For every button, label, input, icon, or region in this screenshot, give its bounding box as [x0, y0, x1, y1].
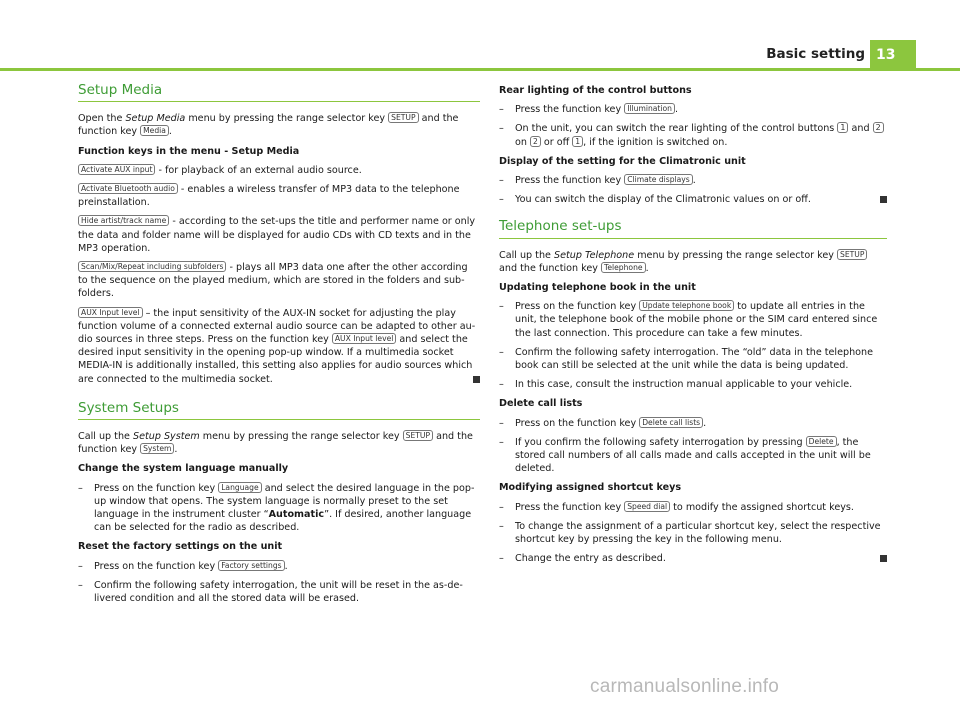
page-number: 13	[870, 40, 916, 71]
control-button-2: 2	[873, 122, 884, 133]
climate-displays-key: Climate displays	[624, 174, 693, 185]
speed-dial-key: Speed dial	[624, 501, 670, 512]
shortcut-bullet-3: – Change the entry as described.	[499, 552, 887, 565]
shortcut-bullet-2: – To change the assignment of a particular shortcut key, select the respective shortcut key by pressing the key in the following menu.	[499, 520, 881, 546]
section-end-mark	[473, 376, 480, 383]
function-keys-heading: Function keys in the menu - Setup Media	[78, 145, 300, 157]
activate-bluetooth-key: Activate Bluetooth audio	[78, 183, 178, 194]
telephone-intro: Call up the Setup Telephone menu by pressing the range selector key SETUP and the function key Telephone .	[499, 249, 887, 275]
setup-media-intro: Open the Setup Media menu by pressing the range selector key SETUP and the function key Media .	[78, 113, 459, 138]
setup-key: SETUP	[837, 249, 867, 260]
update-bullet-3: – In this case, consult the instruction manual applicable to your vehicle.	[499, 379, 853, 391]
setup-key: SETUP	[403, 430, 433, 441]
climatronic-heading: Display of the setting for the Climatronic unit	[499, 155, 746, 167]
rear-lighting-heading: Rear lighting of the control buttons	[499, 85, 692, 96]
delete-key: Delete	[806, 436, 837, 447]
telephone-key: Telephone	[601, 262, 646, 273]
system-intro: Call up the Setup System menu by pressing the range selector key SETUP and the function key System .	[78, 431, 473, 456]
rear-bullet-1: – Press the function key Illumination .	[499, 104, 679, 116]
language-bullet: – Press on the function key Language and select the desired language in the pop-up window that opens. The system language is normally preset to the set language in the instrument cluster “Automatic”. If desired, another language can be selected for the radio as described.	[78, 482, 475, 534]
update-bullet-2: – Confirm the following safety interrogation. The “old” data in the telephone book can still be selected at the unit while the data is being updated.	[499, 346, 874, 372]
on-key: 2	[530, 136, 541, 147]
delete-bullet-1: – Press on the function key Delete call lists .	[499, 417, 707, 429]
page-header	[0, 0, 960, 90]
off-key: 1	[572, 136, 583, 147]
climatronic-bullet-2: – You can switch the display of the Climatronic values on or off.	[499, 193, 887, 206]
rear-bullet-2: – On the unit, you can switch the rear lighting of the control buttons 1 and 2 on 2 or off 1 , if the ignition is switched on.	[499, 122, 887, 148]
item-aux-input: Activate AUX input - for playback of an external audio source.	[78, 164, 480, 177]
shortcut-heading: Modifying assigned shortcut keys	[499, 482, 682, 494]
reset-heading: Reset the factory settings on the unit	[78, 541, 283, 553]
item-bluetooth-audio: Activate Bluetooth audio - enables a wireless transfer of MP3 data to the telephone preinstallation.	[78, 184, 460, 209]
section-end-mark	[880, 555, 887, 562]
header-title: Basic setting	[766, 46, 865, 62]
right-column	[499, 84, 887, 571]
section-end-mark	[880, 196, 887, 203]
aux-level-key-2: AUX Input level	[332, 333, 397, 344]
hide-artist-key: Hide artist/track name	[78, 215, 169, 226]
reset-bullet-2: – Confirm the following safety interrogation, the unit will be reset in the as-de-livered condition and all the stored data will be erased.	[78, 579, 463, 605]
section-title-setup-media: Setup Media	[78, 84, 480, 102]
update-telephone-book-key: Update telephone book	[639, 300, 734, 311]
section-title-telephone: Telephone set-ups	[499, 220, 887, 238]
item-hide-artist: Hide artist/track name - according to the set-ups the title and performer name or only the data and folder name will be displayed for audio CDs with CD texts and in the MP3 operation.	[78, 216, 476, 254]
climatronic-bullet-1: – Press the function key Climate displays .	[499, 175, 696, 187]
watermark: carmanualsonline.info	[590, 676, 780, 697]
update-heading: Updating telephone book in the unit	[499, 282, 696, 294]
setup-key: SETUP	[388, 112, 418, 123]
section-title-system-setups: System Setups	[78, 402, 480, 420]
header-rule	[0, 68, 960, 71]
item-aux-level: AUX Input level – the input sensitivity of the AUX-IN socket for adjusting the play function volume of a connected external audio source can be adapted to other au-dio sources in three steps. Press on the function key AUX Input level and select the desired input sensitivity in the opening pop-up window. If a multimedia socket MEDIA-IN is additionally installed, this setting also applies for audio sources which are connected to the multimedia socket.	[78, 307, 480, 386]
activate-aux-key: Activate AUX input	[78, 164, 155, 175]
delete-bullet-2: – If you confirm the following safety interrogation by pressing Delete , the stored call numbers of all calls made and calls accepted in the unit will be deleted.	[499, 436, 871, 475]
scan-mix-key: Scan/Mix/Repeat including subfolders	[78, 261, 226, 272]
illumination-key: Illumination	[624, 103, 675, 114]
update-bullet-1: – Press on the function key Update telephone book to update all entries in the unit, the telephone book of the mobile phone or the SIM card entered since the last connection. This procedure can take a few minutes.	[499, 301, 878, 339]
left-column	[78, 84, 480, 611]
media-key: Media	[140, 125, 169, 136]
control-button-1: 1	[837, 122, 848, 133]
reset-bullet-1: – Press on the function key Factory settings .	[78, 560, 288, 572]
factory-settings-key: Factory settings	[218, 560, 284, 571]
shortcut-bullet-1: – Press the function key Speed dial to modify the assigned shortcut keys.	[499, 501, 854, 513]
system-key: System	[140, 443, 174, 454]
language-key: Language	[218, 482, 261, 493]
delete-call-lists-key: Delete call lists	[639, 417, 703, 428]
delete-heading: Delete call lists	[499, 398, 583, 410]
aux-level-key: AUX Input level	[78, 307, 143, 318]
language-heading: Change the system language manually	[78, 463, 289, 475]
item-scan-mix: Scan/Mix/Repeat including subfolders - plays all MP3 data one after the other according to the sequence on the played medium, which are stored in the folders and sub-folders.	[78, 262, 468, 300]
